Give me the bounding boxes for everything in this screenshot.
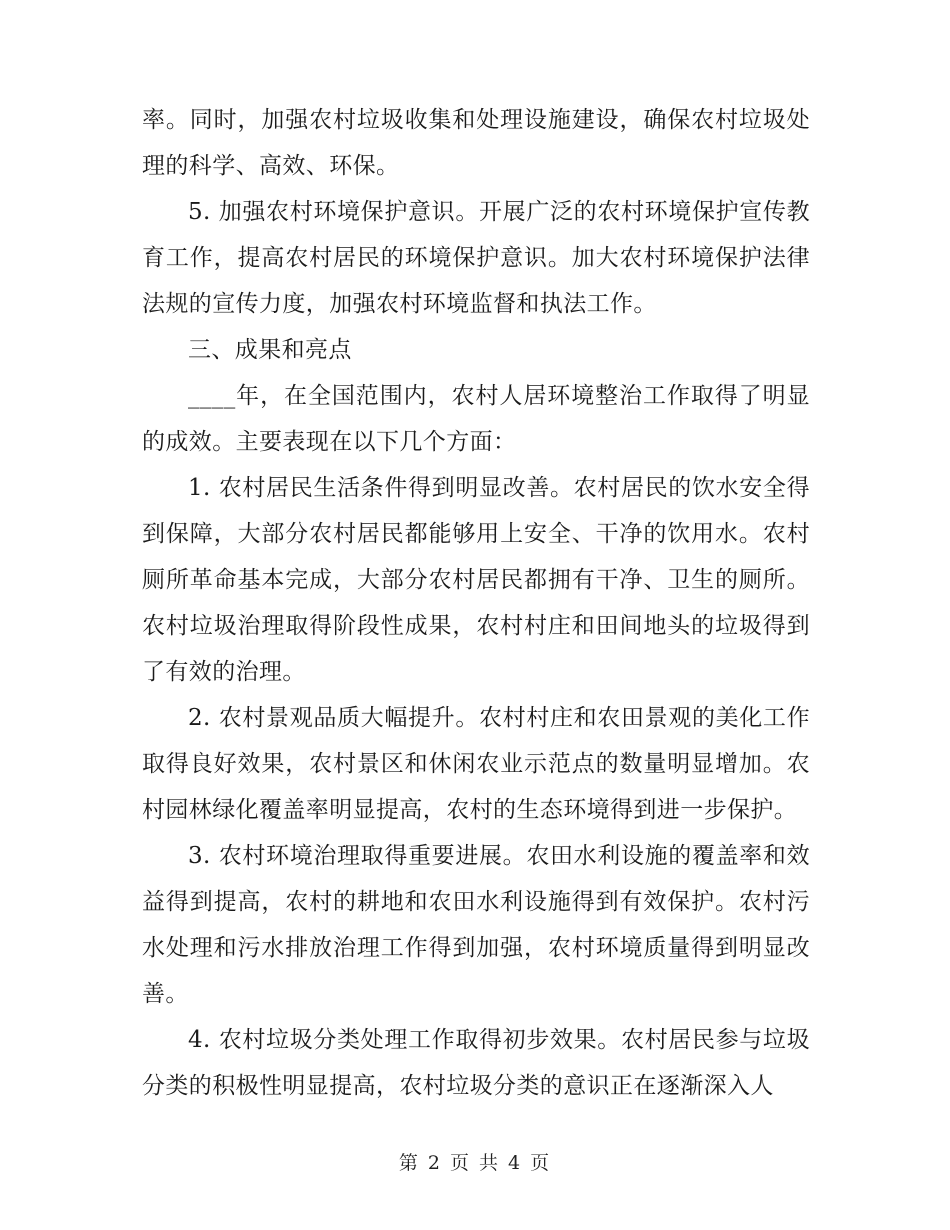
paragraph-result-4: 4. 农村垃圾分类处理工作取得初步效果。农村居民参与垃圾分类的积极性明显提高，农村垃圾分类的意识正在逐渐深入人 <box>142 1027 810 1099</box>
document-body <box>142 97 810 1109</box>
paragraph-result-1: 1. 农村居民生活条件得到明显改善。农村居民的饮水安全得到保障，大部分农村居民都能够用上安全、干净的饮用水。农村厕所革命基本完成，大部分农村居民都拥有干净、卫生的厕所。农村垃圾治理取得阶段性成果，农村村庄和田间地头的垃圾得到了有效的治理。 <box>142 475 810 685</box>
paragraph-item-5: 5. 加强农村环境保护意识。开展广泛的农村环境保护宣传教育工作，提高农村居民的环境保护意识。加大农村环境保护法律法规的宣传力度，加强农村环境监督和执法工作。 <box>142 199 810 317</box>
page-number-footer: 第 2 页 共 4 页 <box>398 1152 552 1174</box>
paragraph-continuation: 率。同时，加强农村垃圾收集和处理设施建设，确保农村垃圾处理的科学、高效、环保。 <box>142 107 810 179</box>
paragraph-result-2: 2. 农村景观品质大幅提升。农村村庄和农田景观的美化工作取得良好效果，农村景区和休闲农业示范点的数量明显增加。农村园林绿化覆盖率明显提高，农村的生态环境得到进一步保护。 <box>142 705 810 823</box>
paragraph-result-3: 3. 农村环境治理取得重要进展。农田水利设施的覆盖率和效益得到提高，农村的耕地和农田水利设施得到有效保护。农村污水处理和污水排放治理工作得到加强，农村环境质量得到明显改善。 <box>142 843 810 1007</box>
paragraph-results-intro: ____年，在全国范围内，农村人居环境整治工作取得了明显的成效。主要表现在以下几个方面： <box>142 383 810 455</box>
section-heading-results: 三、成果和亮点 <box>188 337 352 363</box>
